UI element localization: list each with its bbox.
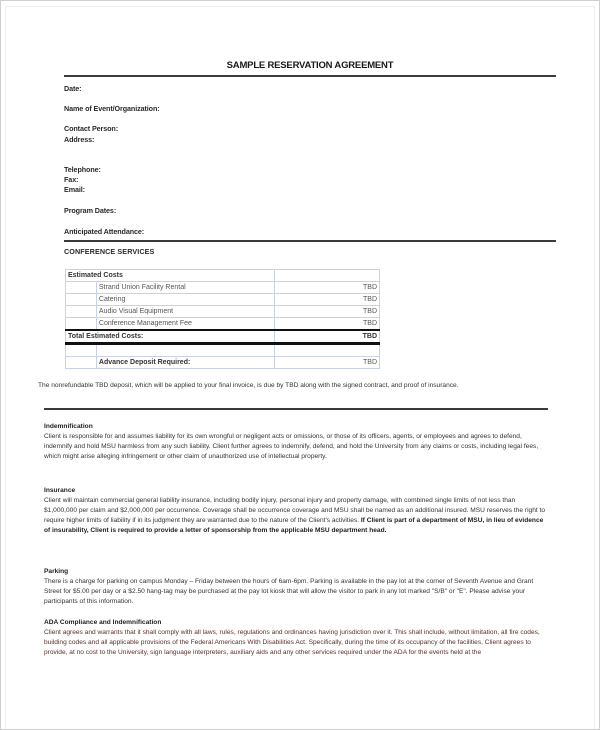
total-label: Total Estimated Costs: (66, 330, 275, 344)
deposit-note: The nonrefundable TBD deposit, which will be applied to your final invoice, is due by TBD along with the signed contract, and proof of insurance. (38, 382, 459, 389)
estimated-costs-header: Estimated Costs (66, 270, 275, 282)
insurance-sponsorship-note: If Client is part of a department of MSU, in lieu of evidence of insurability, Client is required to provide a letter of sponsorship from the applicable MSU department head. (44, 516, 544, 534)
insurance-heading: Insurance (44, 487, 76, 494)
field-program-dates: Program Dates: (64, 206, 117, 215)
indemnification-section (44, 422, 549, 462)
field-fax: Fax: (64, 175, 79, 184)
parking-heading: Parking (44, 568, 69, 575)
parking-section (44, 567, 549, 607)
table-row (66, 306, 380, 318)
cost-value: TBD (275, 306, 380, 318)
cost-value: TBD (275, 282, 380, 294)
field-event-organization: Name of Event/Organization: (64, 104, 160, 113)
indemnification-heading: Indemnification (44, 423, 93, 430)
cost-item: Audio Visual Equipment (96, 306, 274, 318)
cost-item: Strand Union Facility Rental (96, 282, 274, 294)
document-title: SAMPLE RESERVATION AGREEMENT (226, 60, 394, 71)
field-telephone: Telephone: (64, 165, 101, 174)
services-divider (64, 240, 556, 242)
cost-item: Conference Management Fee (96, 318, 274, 331)
deposit-row (66, 357, 380, 369)
total-row (66, 330, 380, 344)
table-header-row (66, 270, 380, 282)
table-row (66, 318, 380, 331)
deposit-value: TBD (275, 357, 380, 369)
field-anticipated-attendance: Anticipated Attendance: (64, 227, 145, 236)
parking-body: There is a charge for parking on campus Monday – Friday between the hours of 6am-6pm. Parking is available in the pay lot at the corner of Seventh Avenue and Grant Street for $5.00 per day or a $2.50 hang-tag may be purchased at the pay lot kiosk that will allow the visitor to park in any lot marked "S/B" or "E". Please advise your participants of this information. (44, 577, 534, 605)
spacer-row (66, 344, 380, 357)
title-divider (64, 75, 556, 77)
ada-body: Client agrees and warrants that it shall comply with all laws, rules, regulations and ordinances having jurisdiction over it. This shall include, without limitation, all fire codes, building codes and all applicable provisions of the Federal Americans With Disabilities Act. Specifically, during the time of its occupancy of the facilities, Client agrees to provide, at no cost to the University, sign language interpreters, auxiliary aids and any other services required under the ADA for the events held at the (44, 628, 540, 656)
insurance-body: Client will maintain commercial general liability insurance, including bodily injury, personal injury and property damage, with combined single limits of not less than $1,000,000 per claim and $2,000,000 per occurrence. Coverage shall be occurrence coverage and MSU shall be named as an additional insured. MSU reserves the right to require higher limits of liability if in its judgment they are warranted due to the nature of the Client's activities. (44, 496, 546, 524)
table-row (66, 294, 380, 306)
field-email: Email: (64, 185, 85, 194)
field-date: Date: (64, 84, 82, 93)
field-contact-person: Contact Person: (64, 124, 119, 133)
cost-value: TBD (275, 318, 380, 331)
insurance-section (44, 486, 549, 536)
deposit-label: Advance Deposit Required: (96, 357, 274, 369)
ada-section (44, 618, 549, 658)
ada-heading: ADA Compliance and Indemnification (44, 619, 162, 626)
cost-item: Catering (96, 294, 274, 306)
conference-services-heading: CONFERENCE SERVICES (64, 247, 155, 256)
indemnification-body: Client is responsible for and assumes liability for its own wrongful or negligent acts or omissions, or those of its officers, agents, or employees and agrees to defend, indemnify and hold MSU harmless from any such liability. Client further agrees to indemnify, defend, and hold the University from any claims or costs, including legal fees, which might arise alleging infringement or other claim of unauthorized use of intellectual property. (44, 432, 539, 460)
cost-value: TBD (275, 294, 380, 306)
estimated-costs-table (65, 269, 380, 369)
terms-divider (44, 408, 548, 410)
field-address: Address: (64, 135, 95, 144)
table-row (66, 282, 380, 294)
total-value: TBD (275, 330, 380, 344)
